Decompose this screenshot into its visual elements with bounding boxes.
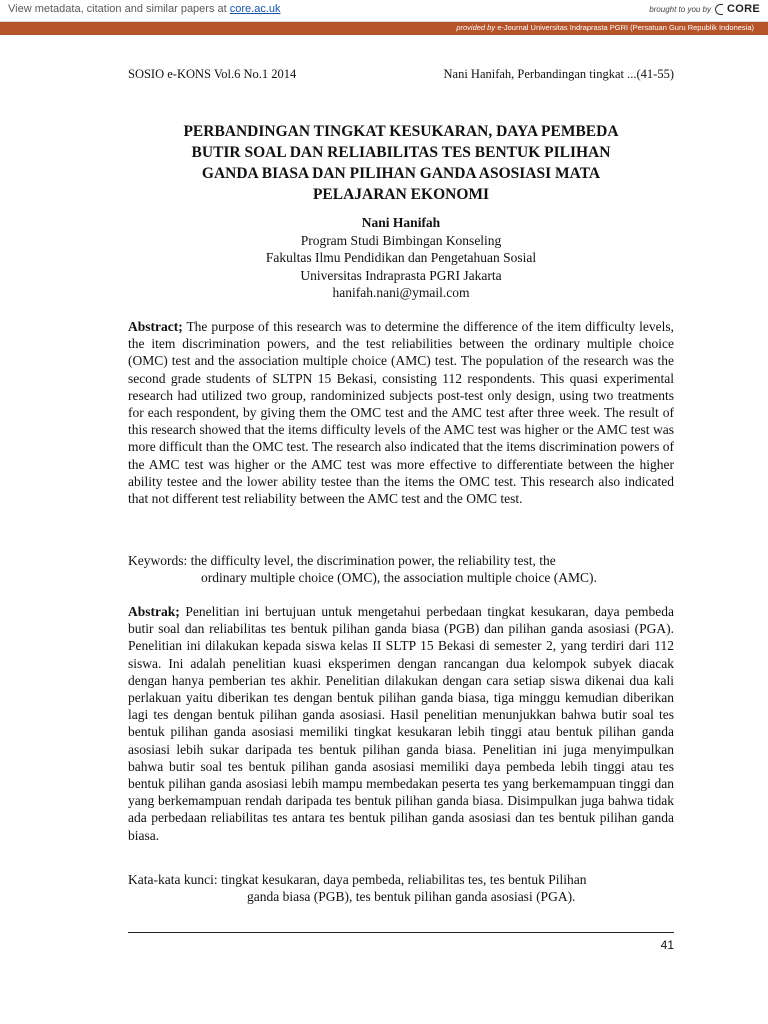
abstract-paragraph (128, 318, 674, 507)
core-provided-by[interactable] (456, 23, 754, 32)
core-banner (0, 0, 768, 22)
abstract-label: Abstract; (128, 319, 183, 334)
core-metadata-link[interactable] (8, 3, 281, 15)
abstrak-text: Penelitian ini bertujuan untuk mengetahui perbedaan tingkat kesukaran, daya pembeda butir soal dan reliabilitas tes bentuk pilihan ganda biasa (PGB) dan pilihan ganda asosiasi (PGA). Penelitian ini dilakukan kepada siswa kelas II SLTP 15 Bekasi di semester 2, yang terdiri dari 112 siswa. Ini adalah penelitian kuasi eksperimen dengan rancangan dua kelompok subyek diacak dengan hanya pemberian tes akhir. Penelitian dilakukan dengan cara setiap siswa dikenai dua kali perlakuan yaitu diberikan tes dengan bentuk pilihan ganda biasa, tiga minggu kemudian diberikan lagi tes dengan bentuk pilihan ganda asosiasi. Hasil penelitian menunjukkan bahwa butir soal tes bentuk pilihan ganda asosiasi memiliki tingkat kesukaran lebih tinggi atau bentuk pilihan ganda asosiasi lebih sukar daripada tes bentuk pilihan ganda biasa. Penelitian ini juga menyimpulkan bahwa butir soal tes bentuk pilihan ganda asosiasi memiliki daya pembeda lebih tinggi atau tes bentuk pilihan ganda asosiasi lebih mampu membedakan peserta tes yang berkemampuan tinggi dan yang berkemampuan rendah daripada tes bentuk pilihan ganda biasa. Disimpulkan juga bahwa tidak ada perbedaan reliabilitas tes antara tes bentuk pilihan ganda asosiasi dan tes bentuk pilihan ganda biasa. (128, 604, 675, 843)
title-line: BUTIR SOAL DAN RELIABILITAS TES BENTUK PILIHAN (191, 144, 611, 161)
core-ac-uk-link[interactable]: core.ac.uk (229, 3, 281, 15)
page-number: 41 (660, 938, 674, 952)
kata-kunci-line-2: ganda biasa (PGB), tes bentuk pilihan ganda asosiasi (PGA). (247, 889, 576, 905)
core-logo-text: CORE (727, 3, 760, 15)
journal-info: SOSIO e-KONS Vol.6 No.1 2014 (128, 67, 297, 81)
running-header (128, 67, 674, 82)
abstrak-paragraph (128, 603, 674, 844)
core-brought-by[interactable] (649, 3, 760, 15)
article-short-ref: Nani Hanifah, Perbandingan tingkat ...(41-55) (443, 67, 674, 81)
author-program: Program Studi Bimbingan Konseling (300, 232, 502, 248)
author-faculty: Fakultas Ilmu Pendidikan dan Pengetahuan Sosial (265, 250, 537, 265)
author-university: Universitas Indraprasta PGRI Jakarta (300, 267, 502, 283)
core-logo-icon (714, 3, 724, 15)
abstract-text: The purpose of this research was to determine the difference of the item difficulty levels, the item discrimination powers, and the test reliabilities between the ordinary multiple choice (OMC) test and the association multiple choice (AMC) test. The population of the research was the second grade students of SLTPN 15 Bekasi, consisting 112 respondents. This quasi experimental research had utilized two group, randominized subjects post-test only design, using two treatments for each respondent, by giving them the OMC test and the AMC test after three week. The result of this research showed that the items difficulty levels of the AMC test was higher or the AMC test was more difficult than the OMC test. The research also indicated that the items discrimination powers of the AMC test was higher or the AMC test was more effective to differentiate between the higher ability testee and the lower ability testee than the items the OMC test. This research also indicated that not different test reliability between the AMC test and the OMC test. (128, 319, 674, 507)
footer-divider (128, 932, 674, 933)
keywords-line-1: Keywords: the difficulty level, the discrimination power, the reliability test, the (128, 553, 556, 568)
keywords-line-2: ordinary multiple choice (OMC), the association multiple choice (AMC). (201, 570, 597, 586)
keywords (128, 552, 674, 586)
title-line: PERBANDINGAN TINGKAT KESUKARAN, DAYA PEMBEDA (183, 123, 619, 140)
title-line: PELAJARAN EKONOMI (312, 186, 490, 203)
core-provider-bar (0, 22, 768, 35)
kata-kunci-line-1: Kata-kata kunci: tingkat kesukaran, daya pembeda, reliabilitas tes, tes bentuk Pilihan (128, 872, 587, 887)
paper-title (128, 121, 674, 205)
abstrak-label: Abstrak; (128, 604, 180, 619)
kata-kunci (128, 871, 674, 905)
author-name: Nani Hanifah (361, 215, 441, 230)
core-metadata-text: View metadata, citation and similar papers at (8, 3, 230, 15)
core-provided-prefix: provided by (456, 23, 496, 32)
title-line: GANDA BIASA DAN PILIHAN GANDA ASOSIASI MATA (201, 165, 601, 182)
core-brought-text: brought to you by (649, 4, 712, 14)
author-block (128, 214, 674, 302)
author-email: hanifah.nani@ymail.com (332, 285, 470, 300)
core-provided-source: e-Journal Universitas Indraprasta PGRI (Persatuan Guru Republik Indonesia) (497, 23, 754, 32)
